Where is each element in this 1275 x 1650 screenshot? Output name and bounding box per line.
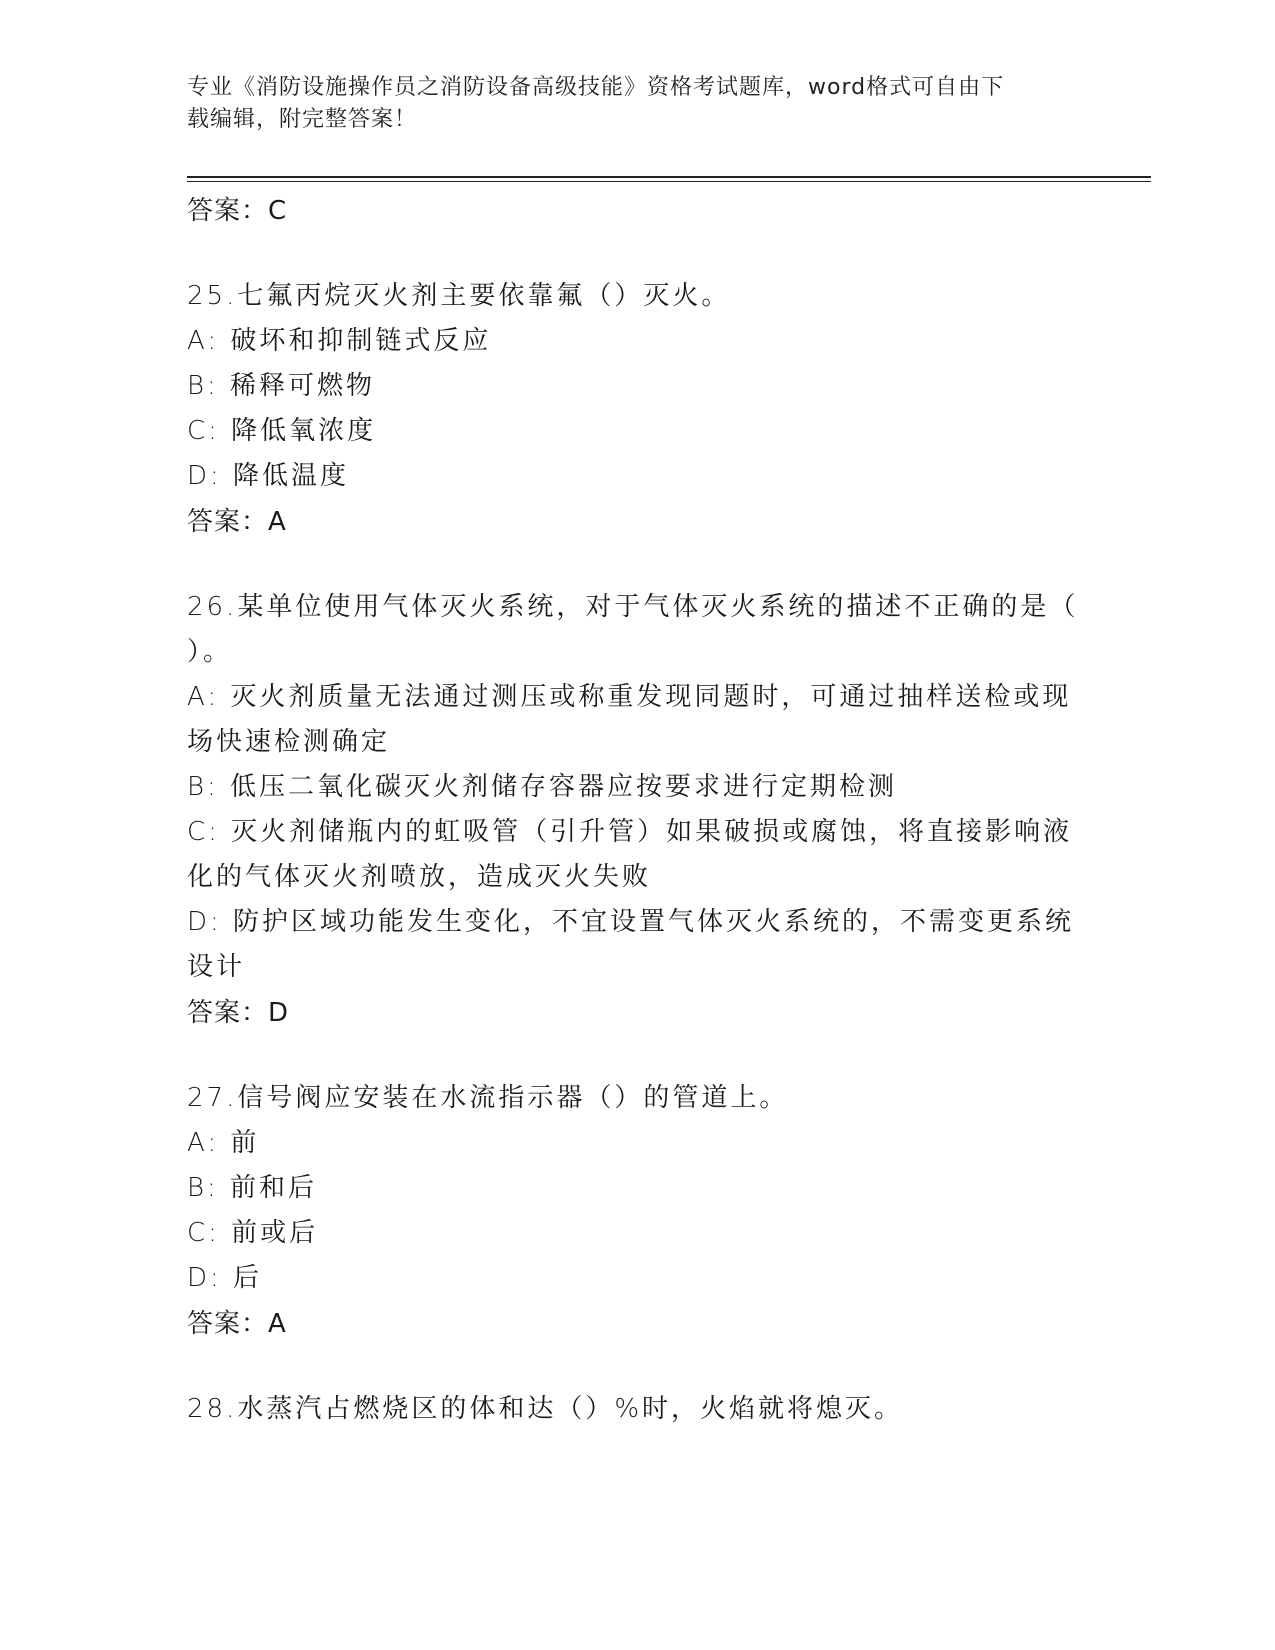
question-text-cont: ）。: [187, 637, 233, 667]
option-b: B: 稀释可燃物: [187, 371, 376, 401]
option-a: A: 破坏和抑制链式反应: [187, 326, 492, 356]
header-line-2: 载编辑，附完整答案！: [187, 107, 418, 132]
question-text: 27.信号阀应安装在水流指示器（）的管道上。: [187, 1083, 789, 1113]
option-b: B: 前和后: [187, 1173, 318, 1203]
answer: 答案：A: [187, 507, 287, 537]
header-line-1: 专业《消防设施操作员之消防设备高级技能》资格考试题库，word格式可自由下: [187, 75, 1005, 100]
question-list: [187, 188, 1087, 1432]
answer: 答案：A: [187, 1309, 287, 1339]
option-c-cont: 化的气体灭火剂喷放，造成灭火失败: [187, 862, 652, 892]
option-c: C: 降低氧浓度: [187, 416, 377, 446]
option-d: D: 防护区域功能发生变化，不宜设置气体灭火系统的，不需变更系统: [187, 907, 1075, 937]
question-text: 25.七氟丙烷灭火剂主要依靠氟（）灭火。: [187, 281, 731, 311]
option-b: B: 低压二氧化碳灭火剂储存容器应按要求进行定期检测: [187, 772, 898, 802]
option-d: D: 后: [187, 1263, 263, 1293]
question-26: [187, 585, 1087, 1036]
question-text: 26.某单位使用气体灭火系统，对于气体灭火系统的描述不正确的是（: [187, 592, 1079, 622]
option-a-cont: 场快速检测确定: [187, 727, 391, 757]
previous-answer: 答案：C: [187, 196, 288, 226]
question-27: [187, 1076, 1087, 1347]
option-d-cont: 设计: [187, 952, 246, 982]
question-25: [187, 274, 1087, 545]
option-a: A: 灭火剂质量无法通过测压或称重发现同题时，可通过抽样送检或现: [187, 682, 1072, 712]
question-text: 28.水蒸汽占燃烧区的体和达（）%时，火焰就将熄灭。: [187, 1394, 904, 1424]
answer: 答案：D: [187, 998, 290, 1028]
option-c: C: 灭火剂储瓶内的虹吸管（引升管）如果破损或腐蚀，将直接影响液: [187, 817, 1073, 847]
header-divider-thin: [187, 181, 1151, 182]
document-header: [187, 72, 1067, 136]
question-28: [187, 1387, 1087, 1432]
option-c: C: 前或后: [187, 1218, 319, 1248]
option-d: D: 降低温度: [187, 461, 350, 491]
header-divider-thick: [187, 176, 1151, 178]
option-a: A: 前: [187, 1128, 260, 1158]
